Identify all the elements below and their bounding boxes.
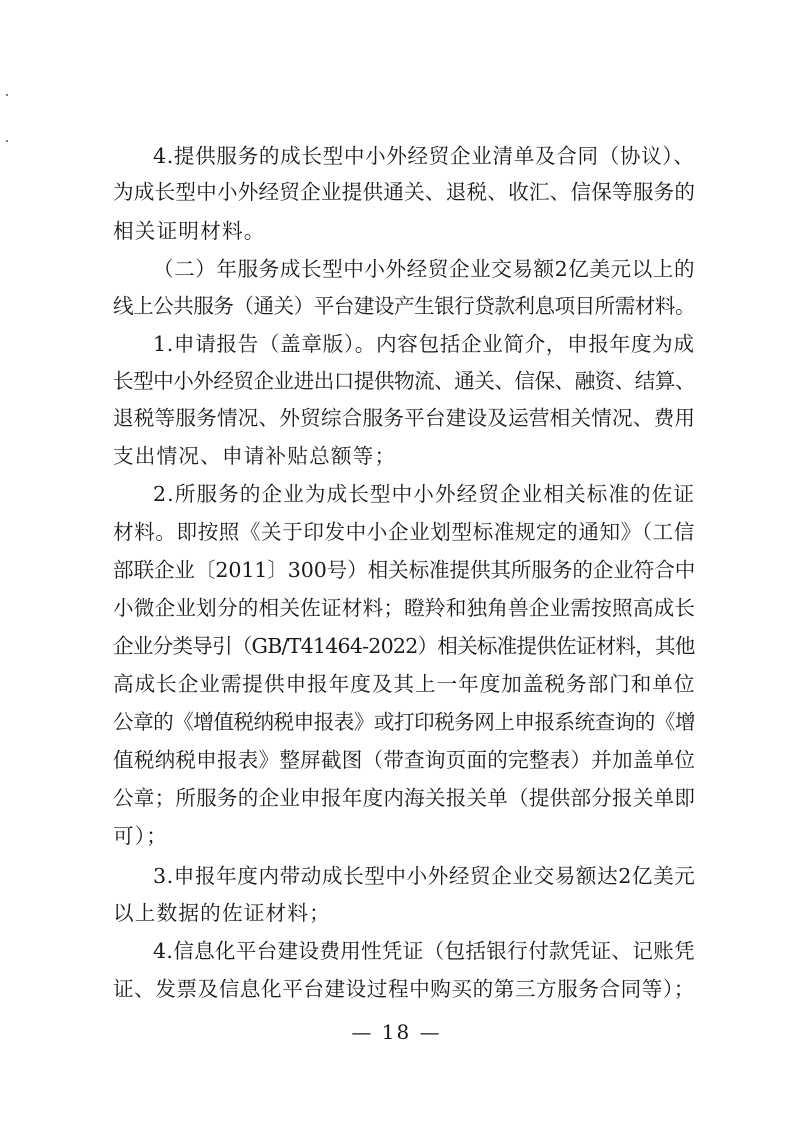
paragraph-line: 3.申报年度内带动成长型中小外经贸企业交易额达2亿美元 [153,864,696,888]
paragraph-line: 小微企业划分的相关佐证材料；瞪羚和独角兽企业需按照高成长 [113,596,696,620]
paragraph-line: 高成长企业需提供申报年度及其上一年度加盖税务部门和单位 [113,672,696,696]
paragraph-line: 支出情况、申请补贴总额等； [113,444,397,468]
section-heading-line: （二）年服务成长型中小外经贸企业交易额2亿美元以上的 [153,257,696,281]
paragraph-line: 证、发票及信息化平台建设过程中购买的第三方服务合同等）； [113,977,695,1001]
paragraph-line: 可）； [113,824,169,848]
paragraph-line: 退税等服务情况、外贸综合服务平台建设及运营相关情况、费用 [113,406,696,430]
scan-speck [6,140,8,142]
paragraph-line: 长型中小外经贸企业进出口提供物流、通关、信保、融资、结算、 [113,369,696,393]
paragraph-line: 值税纳税申报表》整屏截图（带查询页面的完整表）并加盖单位 [113,748,696,772]
paragraph-line: 1.申请报告（盖章版）。内容包括企业简介，申报年度为成 [153,332,695,356]
paragraph-line: 企业分类导引（GB/T41464-2022）相关标准提供佐证材料，其他 [113,634,695,658]
paragraph-line: 4.提供服务的成长型中小外经贸企业清单及合同（协议）、 [153,144,695,168]
page-number: — 18 — [351,1020,442,1044]
paragraph-line: 为成长型中小外经贸企业提供通关、退税、收汇、信保等服务的 [113,180,696,204]
paragraph-line: 相关证明材料。 [113,219,266,243]
paragraph-line: 材料。即按照《关于印发中小企业划型标准规定的通知》（工信 [113,520,695,544]
paragraph-line: 2.所服务的企业为成长型中小外经贸企业相关标准的佐证 [153,482,696,506]
scan-speck [6,94,8,96]
section-heading-line: 线上公共服务（通关）平台建设产生银行贷款利息项目所需材料。 [113,294,696,318]
paragraph-line: 部联企业〔2011〕300号）相关标准提供其所服务的企业符合中 [113,558,696,582]
paragraph-line: 以上数据的佐证材料； [113,901,331,925]
paragraph-line: 公章的《增值税纳税申报表》或打印税务网上申报系统查询的《增 [113,710,696,734]
paragraph-line: 公章；所服务的企业申报年度内海关报关单（提供部分报关单即 [113,786,696,810]
paragraph-line: 4.信息化平台建设费用性凭证（包括银行付款凭证、记账凭 [153,939,695,963]
